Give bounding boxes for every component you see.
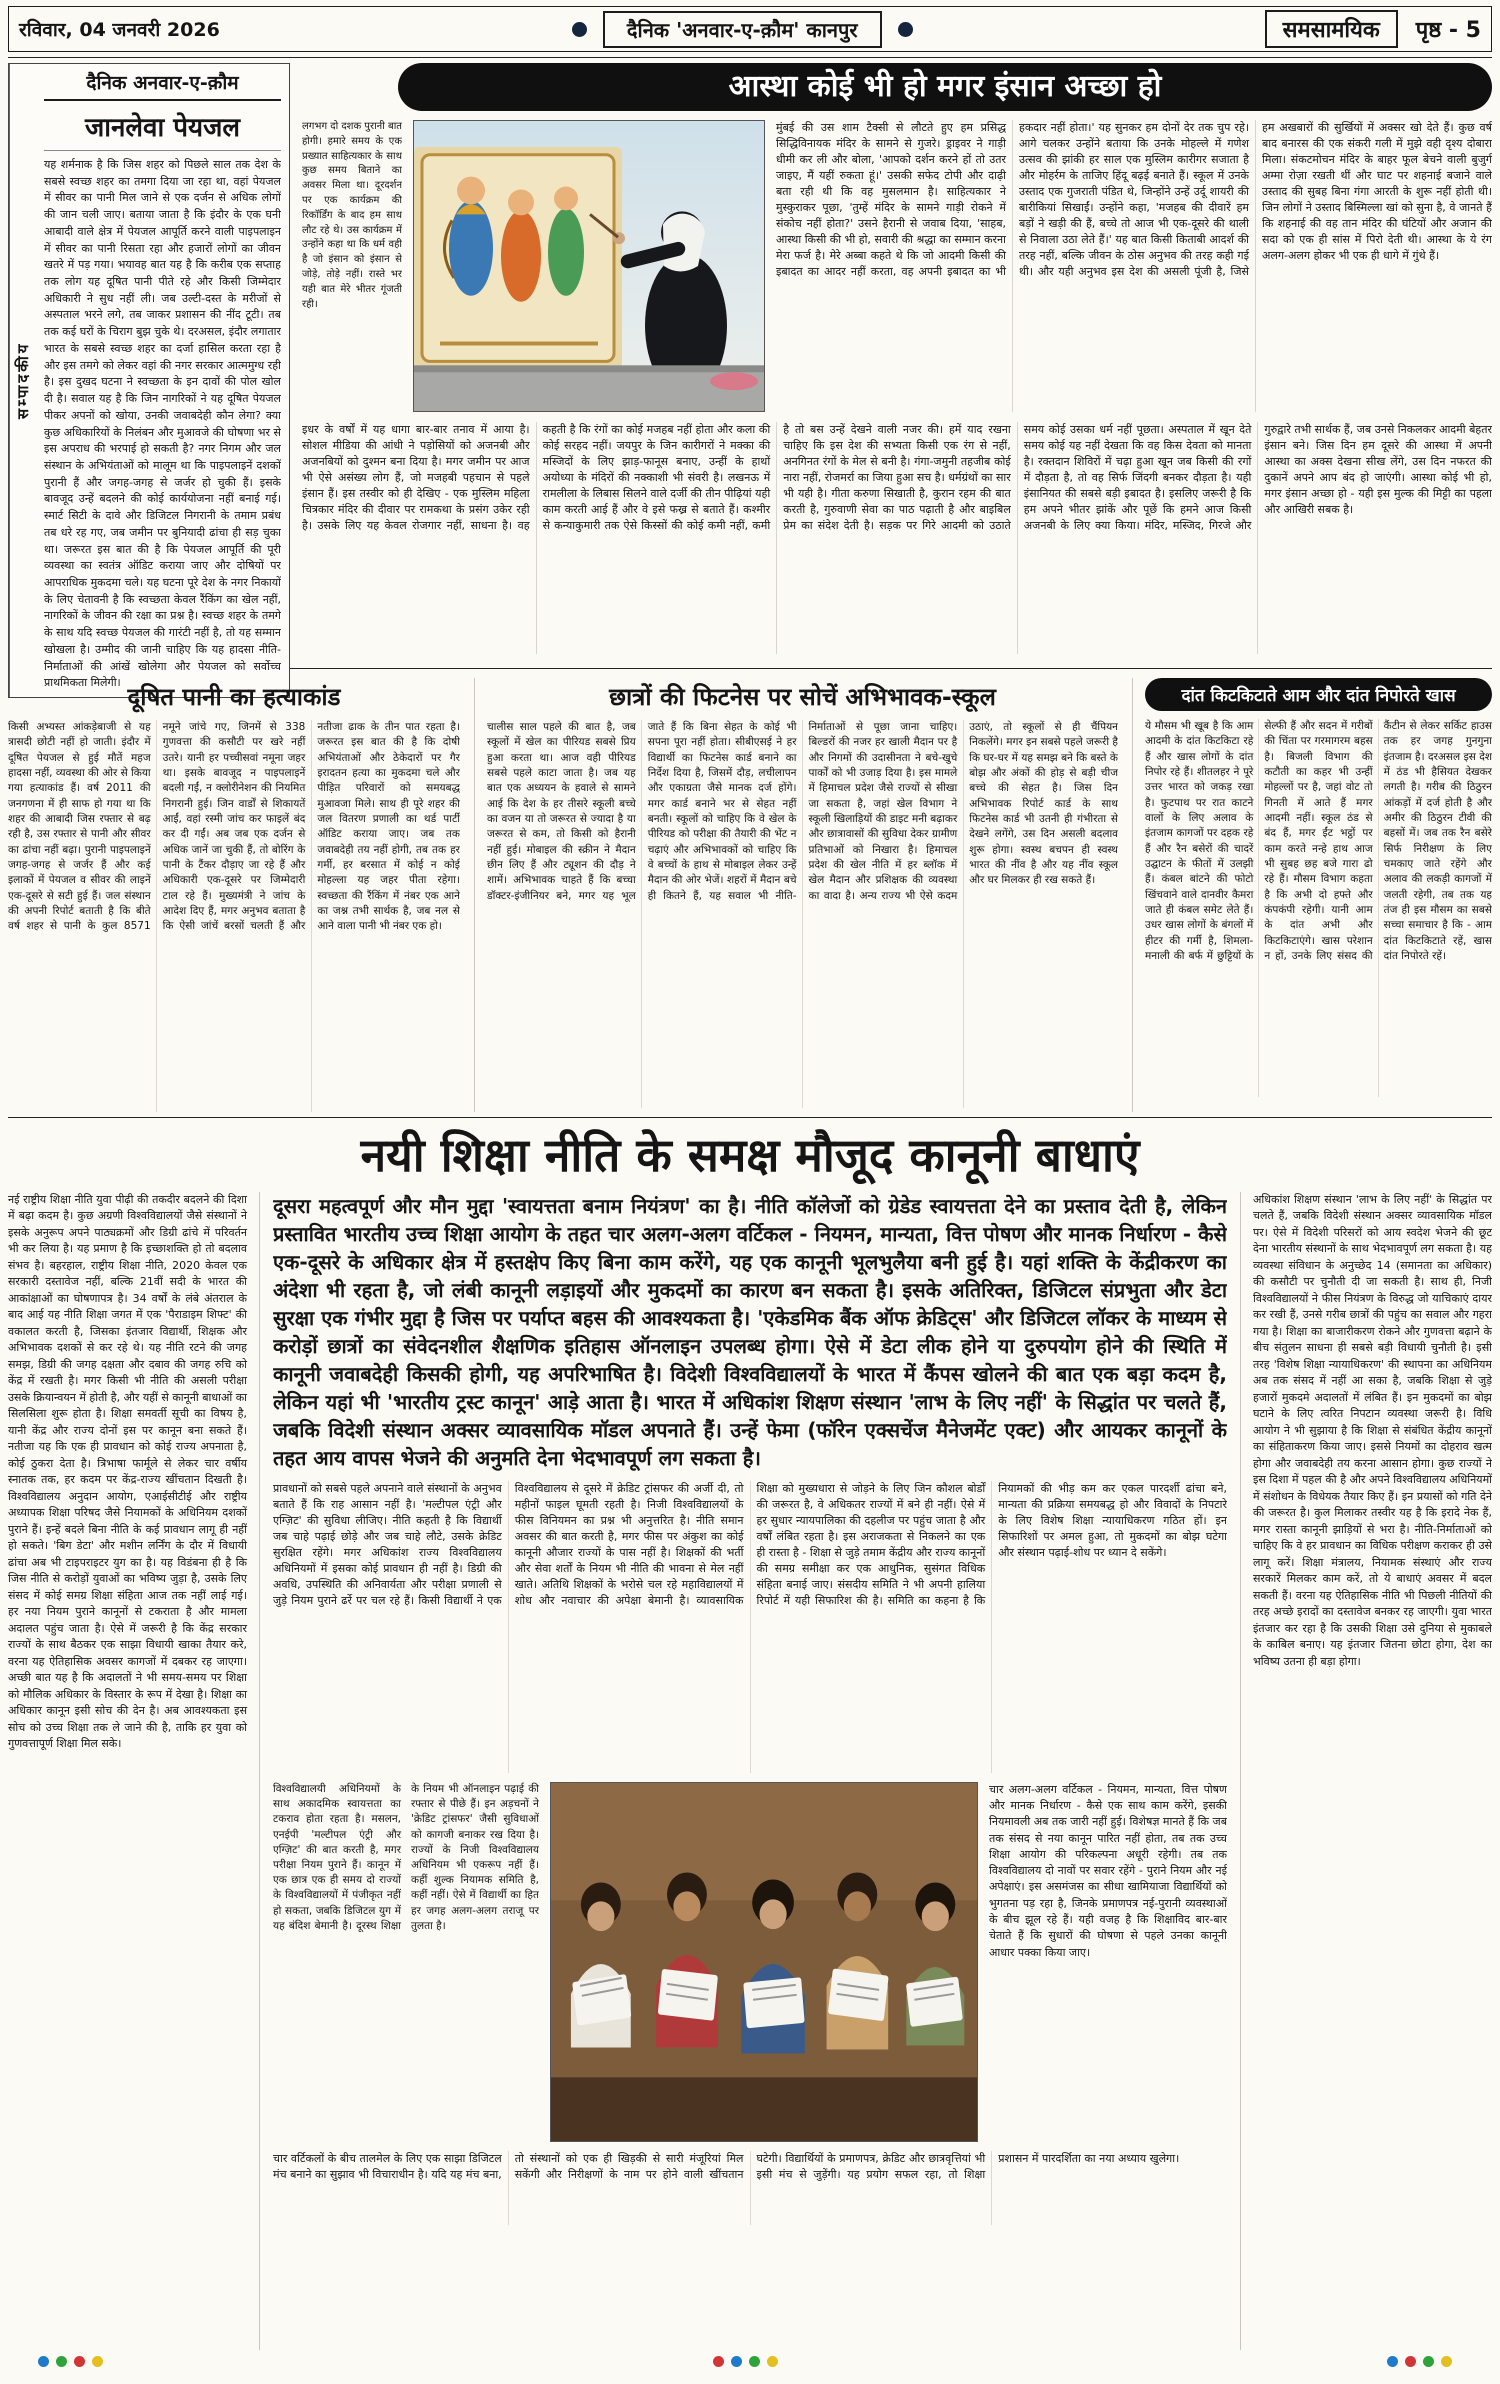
- registration-dots-right: [1387, 2356, 1452, 2367]
- top-section: [8, 63, 1492, 690]
- water-body: किसी अभ्यस्त आंकड़ेबाजी से यह त्रासदी छोटी नहीं हो जाती। इंदौर में दूषित पेयजल से हुई मौतें महज हादसा नहीं, व्यवस्था की ओर से किया गया हत्याकांड हैं। वर्ष 2011 की जनगणना में ही साफ हो गया था कि शहर की आबादी जिस रफ्तार से बढ़ रही है, उस रफ्तार से पानी और सीवर का ढांचा नहीं बढ़ा। पुरानी पाइपलाइनें जगह-जगह से जर्जर हैं और कई इलाकों में पेयजल व सीवर की लाइनें एक-दूसरे से सटी हुई हैं। जल संस्थान की अपनी रिपोर्ट बताती है कि बीते वर्ष शहर से पानी के कुल 8571 नमूने जांचे गए, जिनमें से 338 गुणवत्ता की कसौटी पर खरे नहीं उतरे। यानी हर पच्चीसवां नमूना जहर था। इसके बावजूद न पाइपलाइनें बदली गईं, न क्लोरीनेशन की नियमित निगरानी हुई। जिन वार्डों से शिकायतें आईं, वहां रस्मी जांच कर फाइलें बंद कर दी गईं। अब जब एक दर्जन से अधिक जानें जा चुकी हैं, तो बोरिंग के पानी के टैंकर दौड़ाए जा रहे हैं और अधिकारी एक-दूसरे पर जिम्मेदारी टाल रहे हैं। मुख्यमंत्री ने जांच के आदेश दिए हैं, मगर अनुभव बताता है कि ऐसी जांचें बरसों चलती हैं और नतीजा ढाक के तीन पात रहता है। जरूरत इस बात की है कि दोषी अभियंताओं और ठेकेदारों पर गैर इरादतन हत्या का मुकदमा चले और पीड़ित परिवारों को समयबद्ध मुआवजा मिले। साथ ही पूरे शहर की जल वितरण प्रणाली का थर्ड पार्टी ऑडिट कराया जाए। जब तक जवाबदेही तय नहीं होगी, तब तक हर गर्मी, हर बरसात में कोई न कोई मोहल्ला यह जहर पीता रहेगा। स्वच्छता की रैंकिंग में नंबर एक आने का जश्न तभी सार्थक है, जब नल से आने वाला पानी भी नंबर एक हो।: [8, 721, 460, 933]
- education-headline: नयी शिक्षा नीति के समक्ष मौजूद कानूनी बाधाएं: [360, 1128, 1140, 1182]
- bullet-icon: [572, 22, 587, 37]
- education-mid-columns: प्रावधानों को सबसे पहले अपनाने वाले संस्थानों के अनुभव बताते हैं कि राह आसान नहीं है। 'मल्टीपल एंट्री और एग्ज़िट' की सुविधा लीजिए। नीति कहती है कि विद्यार्थी जब चाहे पढ़ाई छोड़े और जब चाहे लौटे, उसके क्रेडिट सुरक्षित रहेंगे। मगर अधिकांश राज्य विश्वविद्यालय अधिनियमों में इसका कोई प्रावधान ही नहीं है। डिग्री की अवधि, उपस्थिति की अनिवार्यता और परीक्षा प्रणाली से जुड़े नियम पुराने ढर्रे पर चल रहे हैं। किसी विद्यार्थी ने एक विश्वविद्यालय से दूसरे में क्रेडिट ट्रांसफर की अर्जी दी, तो महीनों फाइल घूमती रहती है। निजी विश्वविद्यालयों के फीस विनियमन का प्रश्न भी अनुत्तरित है। नीति समान अवसर की बात करती है, मगर फीस पर अंकुश का कोई कानूनी औजार राज्यों के पास नहीं है। शिक्षकों की भर्ती और सेवा शर्तों के नियम भी नीति की भावना से मेल नहीं खाते। अतिथि शिक्षकों के भरोसे चल रहे महाविद्यालयों में शोध और नवाचार की अपेक्षा बेमानी है। व्यावसायिक शिक्षा को मुख्यधारा से जोड़ने के लिए जिन कौशल बोर्डों की जरूरत है, वे अधिकतर राज्यों में बने ही नहीं। ऐसे में हर सुधार न्यायपालिका की दहलीज पर पहुंच जाता है और वर्षों लंबित रहता है। इस अराजकता से निकलने का एक ही रास्ता है - शिक्षा से जुड़े तमाम केंद्रीय और राज्य कानूनों की समग्र समीक्षा कर एक आधुनिक, सुसंगत विधिक संहिता बनाई जाए। संसदीय समिति ने भी अपनी हालिया रिपोर्ट में यही सिफारिश की है। समिति का कहना है कि नियामकों की भीड़ कम कर एकल पारदर्शी ढांचा बने, मान्यता की प्रक्रिया समयबद्ध हो और विवादों के निपटारे के लिए विशेष शिक्षा न्यायाधिकरण गठित हों। इन सिफारिशों पर अमल हुआ, तो मुकदमों का बोझ घटेगा और संस्थान पढ़ाई-शोध पर ध्यान दे सकेंगे।: [273, 1481, 1227, 1608]
- page-header: [8, 6, 1492, 52]
- mural-woman-illustration: [414, 121, 764, 411]
- registration-dot: [1387, 2356, 1398, 2367]
- editorial-kicker: सम्पादकीय: [9, 64, 36, 697]
- education-center-column: [273, 1192, 1227, 2350]
- editorial-body: यह शर्मनाक है कि जिस शहर को पिछले साल तक देश के सबसे स्वच्छ शहर का तमगा दिया जा रहा था, वहां पेयजल में सीवर का पानी मिल जाने से एक दर्जन से अधिक लोगों की जान चली जाए। बताया जाता है कि इंदौर के एक घनी आबादी वाले क्षेत्र में पेयजल आपूर्ति करने वाली पाइपलाइन में सीवर का पानी रिसता रहा और हजारों लोगों का जीवन खतरे में पड़ गया। भयावह बात यह है कि करीब एक सप्ताह तक लोग यह दूषित पानी पीते रहे और किसी जिम्मेदार अधिकारी ने सुध नहीं ली। जब उल्टी-दस्त के मरीजों से अस्पताल भरने लगे, तब जाकर प्रशासन की नींद टूटी। तब तक कई घरों के चिराग बुझ चुके थे। दरअसल, इंदौर लगातार भारत के सबसे स्वच्छ शहर का दर्जा हासिल करता रहा है और इस तमगे को लेकर वहां की नगर सरकार आत्ममुग्ध रही है। इस दुखद घटना ने स्वच्छता के इन दावों की पोल खोल दी है। सवाल यह है कि जिन नागरिकों ने यह दूषित पेयजल पीकर अपनों को खोया, उनकी जवाबदेही कौन लेगा? क्या कुछ अधिकारियों के निलंबन और मुआवजे की घोषणा भर से इस अपराध की भरपाई हो सकती है? नगर निगम और जल संस्थान के अभियंताओं को मालूम था कि पाइपलाइनें दशकों पुरानी हैं और जगह-जगह से जर्जर हो चुकी हैं। इसके बावजूद उन्हें बदलने की कोई कार्ययोजना नहीं बनाई गई। स्मार्ट सिटी के दावे और डिजिटल निगरानी के तमाम प्रबंध तब धरे रह गए, जब जमीन पर बुनियादी ढांचा ही सड़ चुका था। जरूरत इस बात की है कि पेयजल आपूर्ति की पूरी व्यवस्था का स्वतंत्र ऑडिट कराया जाए और दोषियों पर आपराधिक मुकदमा चले। यह घटना पूरे देश के नगर निकायों के लिए चेतावनी है कि स्वच्छता केवल रैंकिंग का खेल नहीं, नागरिकों के जीवन की रक्षा का प्रश्न है। स्वच्छ शहर के तमगे के साथ यदि स्वच्छ पेयजल की गारंटी नहीं है, तो यह सम्मान खोखला है। उम्मीद की जानी चाहिए कि यह हादसा नीति-निर्माताओं की आंखें खोलेगा और पेयजल को सर्वोच्च प्राथमिकता मिलेगी।: [44, 158, 281, 690]
- teeth-body: ये मौसम भी खूब है कि आम आदमी के दांत किटकिटा रहे हैं और खास लोगों के दांत निपोर रहे हैं। शीतलहर ने पूरे उत्तर भारत को जकड़ रखा है। फुटपाथ पर रात काटने वालों के लिए अलाव के इंतजाम कागजों पर दहक रहे हैं और रैन बसेरों की चादरें उद्घाटन के फीतों में उलझी हैं। कंबल बांटने की फोटो खिंचवाने वाले दानवीर कैमरा जाते ही कंबल समेट लेते हैं। उधर खास लोगों के बंगलों में हीटर की गर्मी है, शिमला-मनाली की बर्फ में छुट्टियों के सेल्फी हैं और सदन में गरीबों की चिंता पर गरमागरम बहस है। बिजली विभाग की कटौती का कहर भी उन्हीं मोहल्लों पर है, जहां वोट तो गिनती में आते हैं मगर आदमी नहीं। स्कूल ठंड से बंद हैं, मगर ईंट भट्ठों पर काम करते नन्हे हाथ आज भी सुबह छह बजे गारा ढो रहे हैं। मौसम विभाग कहता है कि अभी दो हफ्ते और कंपकंपी रहेगी। यानी आम के दांत अभी और किटकिटाएंगे। खास परेशान न हों, उनके लिए संसद की कैंटीन से लेकर सर्किट हाउस तक हर जगह गुनगुना इंतजाम है। दरअसल इस देश में ठंड भी हैसियत देखकर लगती है। गरीब की ठिठुरन आंकड़ों में दर्ज होती है और अमीर की ठिठुरन टीवी की बहसों में। जब तक रैन बसेरे सिर्फ निरीक्षण के लिए चमकाए जाते रहेंगे और अलाव की लकड़ी कागजों में जलती रहेगी, तब तक यह तंज ही इस मौसम का सबसे सच्चा समाचार है कि - आम दांत किटकिटाते रहें, खास दांत निपोरते रहें।: [1145, 720, 1492, 962]
- page-number: पृष्ठ - 5: [1415, 18, 1481, 43]
- students-photo: [550, 1782, 978, 2142]
- registration-dots-left: [38, 2356, 103, 2367]
- article-teeth: [1132, 678, 1492, 1112]
- masthead-wrap: [232, 11, 1253, 48]
- education-right-column: अधिकांश शिक्षण संस्थान 'लाभ के लिए नहीं' के सिद्धांत पर चलते हैं, जबकि विदेशी संस्थान अक्सर व्यावसायिक मॉडल पर। ऐसे में विदेशी परिसरों को आय स्वदेश भेजने की छूट देना भारतीय संस्थानों के साथ भेदभावपूर्ण लग सकता है। यह व्यवस्था संविधान के अनुच्छेद 14 (समानता का अधिकार) की कसौटी पर चुनौती दी जा सकती है। साथ ही, निजी विश्वविद्यालयों ने फीस नियंत्रण के विरुद्ध जो याचिकाएं दायर कर रखी हैं, उनसे गरीब छात्रों की पहुंच का सवाल और गहरा गया है। शिक्षा का बाजारीकरण रोकने और गुणवत्ता बढ़ाने के बीच संतुलन साधना ही सबसे बड़ी विधायी चुनौती है। इसी तरह 'विशेष शिक्षा न्यायाधिकरण' की स्थापना का अधिनियम अब तक संसद में नहीं आ सका है, जबकि शिक्षा से जुड़े हजारों मुकदमे अदालतों में लंबित हैं। इन मुकदमों का बोझ घटाने के लिए त्वरित निपटान व्यवस्था जरूरी है। विधि आयोग ने भी सुझाया है कि शिक्षा से संबंधित केंद्रीय कानूनों का संहिताकरण किया जाए। इससे नियमों का दोहराव खत्म होगा और जवाबदेही तय करना आसान होगा। कुछ राज्यों ने इस दिशा में पहल की है और अपने विश्वविद्यालय अधिनियमों में संशोधन के विधेयक तैयार किए हैं। इन प्रयासों को गति देने की जरूरत है। कुल मिलाकर तस्वीर यह है कि इरादे नेक हैं, मगर रास्ता कानूनी झाड़ियों से भरा है। नीति-निर्माताओं को चाहिए कि वे हर प्रावधान का विधिक परीक्षण कराकर ही उसे लागू करें। शिक्षा मंत्रालय, नियामक संस्थाएं और राज्य सरकारें मिलकर काम करें, तो ये बाधाएं अवसर में बदल सकती हैं। वरना यह ऐतिहासिक नीति भी पिछली नीतियों की तरह अच्छे इरादों का दस्तावेज बनकर रह जाएगी। युवा भारत इंतजार कर रहा है कि उसकी शिक्षा उसे दुनिया से मुकाबले के काबिल बनाए। यह इंतजार जितना छोटा होगा, देश का भविष्य उतना ही बड़ा होगा।: [1240, 1192, 1492, 2350]
- faith-headline: आस्था कोई भी हो मगर इंसान अच्छा हो: [398, 63, 1492, 111]
- education-left-column: नई राष्ट्रीय शिक्षा नीति युवा पीढ़ी की तकदीर बदलने की दिशा में बढ़ा कदम है। कुछ अग्रणी विश्वविद्यालयों जैसे संस्थानों ने इसके अनुरूप अपने पाठ्यक्रमों और डिग्री ढांचे में परिवर्तन भी कर लिया है। यह प्रमाण है कि इच्छाशक्ति हो तो बदलाव संभव है। बहरहाल, राष्ट्रीय शिक्षा नीति, 2020 केवल एक सरकारी दस्तावेज नहीं, बल्कि 21वीं सदी के भारत की आकांक्षाओं का घोषणापत्र है। 34 वर्षों के लंबे अंतराल के बाद आई यह नीति शिक्षा जगत में एक 'पैराडाइम शिफ्ट' की वकालत करती है, जिसका इंतजार विद्यार्थी, शिक्षक और अभिभावक दशकों से कर रहे थे। यह नीति रटने की जगह समझ, डिग्री की जगह दक्षता और दबाव की जगह रुचि को केंद्र में रखती है। मगर किसी भी नीति की असली परीक्षा उसके क्रियान्वयन में होती है, और यहीं से कानूनी बाधाओं का सिलसिला शुरू होता है। शिक्षा समवर्ती सूची का विषय है, यानी केंद्र और राज्य दोनों इस पर कानून बना सकते हैं। नतीजा यह कि एक ही प्रावधान को कोई राज्य अपनाता है, कोई ठुकरा देता है। त्रिभाषा फार्मूले से लेकर चार वर्षीय स्नातक तक, हर कदम पर केंद्र-राज्य खींचतान दिखती है। विश्वविद्यालय अनुदान आयोग, एआईसीटीई और राष्ट्रीय अध्यापक शिक्षा परिषद जैसे नियामकों के अधिनियम दशकों पुराने हैं। इन्हें बदले बिना नीति के कई प्रावधान लागू ही नहीं हो सकते। 'बिग डेटा' और मशीन लर्निंग के दौर में विधायी ढांचा अब भी टाइपराइटर युग का है। यह विडंबना ही है कि जिस नीति से करोड़ों युवाओं का भविष्य जुड़ा है, उसके लिए संसद में कोई समग्र शिक्षा संहिता आज तक नहीं लाई गई। हर नया नियम पुराने कानूनों से टकराता है और मामला अदालत पहुंच जाता है। ऐसे में जरूरी है कि केंद्र सरकार राज्यों के साथ बैठकर एक साझा विधायी खाका तैयार करे, वरना यह ऐतिहासिक अवसर कागजों में दबकर रह जाएगा। अच्छी बात यह है कि अदालतों ने भी समय-समय पर शिक्षा को मौलिक अधिकार के विस्तार के रूप में देखा है। शिक्षा का अधिकार कानून इसी सोच की देन है। अब आवश्यकता इस सोच को उच्च शिक्षा तक ले जाने की है, ताकि हर युवा को गुणवत्तापूर्ण शिक्षा मिल सके।: [8, 1192, 260, 2350]
- faith-bottom-columns: इधर के वर्षों में यह धागा बार-बार तनाव में आया है। सोशल मीडिया की आंधी ने पड़ोसियों को अजनबी और अजनबियों को दुश्मन बना दिया है। मगर जमीन पर आज भी ऐसे असंख्य लोग हैं, जो मजहबी पहचान से पहले इंसान हैं। इस तस्वीर को ही देखिए - एक मुस्लिम महिला चित्रकार मंदिर की दीवार पर रामकथा के प्रसंग उकेर रही है। उसके लिए यह केवल रोजगार नहीं, साधना है। वह कहती है कि रंगों का कोई मजहब नहीं होता और कला की कोई सरहद नहीं। जयपुर के जिन कारीगरों ने मक्का की मस्जिदों के लिए झाड़-फानूस बनाए, उन्हीं के हाथों अयोध्या के मंदिरों की नक्काशी भी संवरी है। लखनऊ में रामलीला के लिबास सिलने वाले दर्जी की तीन पीढ़ियां यही काम करती आई हैं और वे इसे फख्र से बताते हैं। कश्मीर से कन्याकुमारी तक ऐसे किस्सों की कोई कमी नहीं, कमी है तो बस उन्हें देखने वाली नजर की। हमें याद रखना चाहिए कि इस देश की सभ्यता किसी एक रंग से नहीं, अनगिनत रंगों के मेल से बनी है। गंगा-जमुनी तहजीब कोई नारा नहीं, रोजमर्रा का जिया हुआ सच है। धर्मग्रंथों का सार भी यही है। गीता करुणा सिखाती है, कुरान रहम की बात करती है, गुरुवाणी सेवा का पाठ पढ़ाती है और बाइबिल प्रेम का संदेश देती है। सड़क पर गिरे आदमी को उठाते समय कोई उसका धर्म नहीं पूछता। अस्पताल में खून देते समय कोई यह नहीं देखता कि वह किस देवता को मानता है। रक्तदान शिविरों में चढ़ा हुआ खून जब किसी की रगों में दौड़ता है, तो वह सिर्फ जिंदगी बनकर दौड़ता है। यही इंसानियत की सबसे बड़ी इबादत है। इसलिए जरूरी है कि हम अपने भीतर झांकें और पूछें कि हमने आज किसी अजनबी के लिए क्या किया। मंदिर, मस्जिद, गिरजे और गुरुद्वारे तभी सार्थक हैं, जब उनसे निकलकर आदमी बेहतर इंसान बने। जिस दिन हम दूसरे की आस्था में अपनी आस्था का अक्स देखना सीख लेंगे, उस दिन नफरत की दुकानें अपने आप बंद हो जाएंगी। आस्था कोई भी हो, मगर इंसान अच्छा हो - यही इस मुल्क की मिट्टी का पहला और आखिरी सबक है।: [302, 423, 1492, 533]
- registration-dot: [749, 2356, 760, 2367]
- registration-dot: [713, 2356, 724, 2367]
- faith-headline-row: [302, 63, 1492, 111]
- faith-photo: [413, 120, 765, 412]
- registration-dot: [56, 2356, 67, 2367]
- registration-dot: [767, 2356, 778, 2367]
- registration-dot: [1423, 2356, 1434, 2367]
- education-body-grid: [8, 1192, 1492, 2350]
- date-label: रविवार, 04 जनवरी 2026: [19, 19, 220, 41]
- faith-headline-spacer: [302, 63, 398, 111]
- print-registration-marks: [8, 2350, 1492, 2367]
- section-rule: [8, 1117, 1492, 1118]
- fitness-body: चालीस साल पहले की बात है, जब स्कूलों में खेल का पीरियड सबसे प्रिय हुआ करता था। आज वही पीरियड सबसे पहले काटा जाता है। जब यह बात एक अध्ययन के हवाले से सामने आई कि देश के हर तीसरे स्कूली बच्चे का वजन या तो जरूरत से ज्यादा है या जरूरत से कम, तो किसी को हैरानी नहीं हुई। मोबाइल की स्क्रीन ने मैदान छीन लिए हैं और ट्यूशन की दौड़ ने शामें। अभिभावक चाहते हैं कि बच्चा डॉक्टर-इंजीनियर बने, मगर यह भूल जाते हैं कि बिना सेहत के कोई भी सपना पूरा नहीं होता। सीबीएसई ने हर विद्यार्थी का फिटनेस कार्ड बनाने का निर्देश दिया है, जिसमें दौड़, लचीलापन और एकाग्रता जैसे मानक दर्ज होंगे। मगर कार्ड बनाने भर से सेहत नहीं बनती। स्कूलों को चाहिए कि वे खेल के पीरियड को परीक्षा की तैयारी की भेंट न चढ़ाएं और अभिभावकों को चाहिए कि वे बच्चों के हाथ से मोबाइल लेकर उन्हें मैदान की ओर भेजें। शहरों में मैदान बचे ही कितने हैं, यह सवाल भी नीति-निर्माताओं से पूछा जाना चाहिए। बिल्डरों की नजर हर खाली मैदान पर है और निगमों की उदासीनता ने बचे-खुचे पार्कों को भी उजाड़ दिया है। इस मामले में हिमाचल प्रदेश जैसे राज्यों से सीखा जा सकता है, जहां खेल विभाग ने स्कूली खिलाड़ियों की डाइट मनी बढ़ाकर और छात्रावासों की सुविधा देकर ग्रामीण प्रतिभाओं को निखारा है। हिमाचल प्रदेश की खेल नीति में हर ब्लॉक में खेल मैदान और प्रशिक्षक की व्यवस्था का वादा है। अन्य राज्य भी ऐसे कदम उठाएं, तो स्कूलों से ही चैंपियन निकलेंगे। मगर इन सबसे पहले जरूरी है कि घर-घर में यह समझ बने कि बस्ते के बोझ और अंकों की होड़ से बड़ी चीज बच्चे की सेहत है। जिस दिन अभिभावक रिपोर्ट कार्ड के साथ फिटनेस कार्ड भी उतनी ही गंभीरता से देखने लगेंगे, उस दिन असली बदलाव शुरू होगा। स्वस्थ बचपन ही स्वस्थ भारत की नींव है और यह नींव स्कूल और घर मिलकर ही रख सकते हैं।: [487, 721, 1118, 902]
- article-faith: [302, 63, 1492, 698]
- article-fitness: [474, 678, 1118, 1112]
- education-photo-right-text: चार अलग-अलग वर्टिकल - नियमन, मान्यता, वित्त पोषण और मानक निर्धारण - कैसे एक साथ काम करेंगे, इसकी नियमावली अब तक जारी नहीं हुई। विशेषज्ञ मानते हैं कि जब तक संसद से नया कानून पारित नहीं होता, तब तक उच्च शिक्षा आयोग की परिकल्पना अधूरी रहेगी। तब तक विश्वविद्यालय दो नावों पर सवार रहेंगे - पुराने नियम और नई अपेक्षाएं। इस असमंजस का सीधा खामियाजा विद्यार्थियों को भुगतना पड़ रहा है, जिनके प्रमाणपत्र नई-पुरानी व्यवस्थाओं के बीच झूल रहे हैं। यही वजह है कि शिक्षाविद बार-बार चेताते हैं कि सुधारों की घोषणा से पहले उनका कानूनी आधार पक्का किया जाए।: [989, 1782, 1227, 1959]
- middle-section: [8, 674, 1492, 1112]
- registration-dot: [38, 2356, 49, 2367]
- article-water: [8, 678, 460, 1112]
- faith-left-column: लगभग दो दशक पुरानी बात होगी। हमारे समय के एक प्रख्यात साहित्यकार के साथ कुछ समय बिताने का अवसर मिला था। दूरदर्शन पर एक कार्यक्रम की रिकॉर्डिंग के बाद हम साथ लौट रहे थे। उस कार्यक्रम में उन्होंने कहा था कि धर्म वही है जो इंसान को इंसान से जोड़े, तोड़े नहीं। रास्ते भर यही बात मेरे भीतर गूंजती रही।: [302, 121, 402, 310]
- teeth-headline: दांत किटकिटाते आम और दांत निपोरते खास: [1145, 678, 1492, 711]
- faith-right-columns: मुंबई की उस शाम टैक्सी से लौटते हुए हम प्रसिद्ध सिद्धिविनायक मंदिर के सामने से गुजरे। ड्राइवर ने गाड़ी धीमी कर ली और बोला, 'आपको दर्शन करने हों तो उतर जाइए, मैं यहीं रुकता हूं।' उसकी सफेद टोपी और दाढ़ी बता रही थी कि वह मुसलमान है। साहित्यकार ने मुस्कुराकर पूछा, 'तुम्हें मंदिर के सामने गाड़ी रोकने में संकोच नहीं होता?' उसने हैरानी से जवाब दिया, 'साहब, आस्था किसी की भी हो, सवारी की श्रद्धा का सम्मान करना मेरा फर्ज है। मेरे अब्बा कहते थे कि जो आदमी किसी की इबादत का आदर नहीं करता, वह अपनी इबादत का भी हकदार नहीं होता।' यह सुनकर हम दोनों देर तक चुप रहे। आगे चलकर उन्होंने बताया कि उनके मोहल्ले में गणेश उत्सव की झांकी हर साल एक मुस्लिम कारीगर सजाता है और मोहर्रम के ताजिए हिंदू बढ़ई बनाते हैं। स्कूल में उनके उस्ताद एक गुजराती पंडित थे, जिन्होंने उन्हें उर्दू शायरी की बारीकियां सिखाईं। उन्होंने कहा, 'मजहब की दीवारें हम बड़ों ने खड़ी की हैं, बच्चे तो आज भी एक-दूसरे की थाली से निवाला उठा लेते हैं।' यह बात किसी किताबी आदर्श की तरह नहीं, बल्कि जीवन के ठोस अनुभव की तरह कही गई थी। और यही अनुभव इस देश की असली पूंजी है, जिसे हम अखबारों की सुर्खियों में अक्सर खो देते हैं। कुछ वर्ष बाद बनारस की एक संकरी गली में मुझे वही दृश्य दोबारा मिला। संकटमोचन मंदिर के बाहर फूल बेचने वाली बुजुर्ग अम्मा रोज़ा रखती थीं और घाट पर शहनाई बजाने वाले उस्ताद की सुबह बिना गंगा आरती के शुरू नहीं होती थी। जिन लोगों ने उस्ताद बिस्मिल्ला खां को सुना है, वे जानते हैं कि शहनाई की वह तान मंदिर की घंटियों और अजान की सदा को एक ही सांस में पिरो देती थी। आस्था के ये रंग अलग-अलग होकर भी एक ही धागे में गुंथे हैं।: [776, 121, 1492, 279]
- fitness-headline: छात्रों की फिटनेस पर सोचें अभिभावक-स्कूल: [609, 683, 996, 711]
- masthead-title: दैनिक 'अनवार-ए-क़ौम' कानपुर: [603, 11, 882, 48]
- water-headline: दूषित पानी का हत्याकांड: [127, 683, 341, 711]
- article-education: [8, 1123, 1492, 2350]
- bullet-icon: [898, 22, 913, 37]
- registration-dot: [1441, 2356, 1452, 2367]
- registration-dots-center: [713, 2356, 778, 2367]
- section-label: समसामयिक: [1265, 10, 1398, 48]
- registration-dot: [1405, 2356, 1416, 2367]
- editorial-headline: जानलेवा पेयजल: [44, 101, 281, 151]
- education-photo-row: [273, 1782, 1227, 2142]
- editorial-main: [36, 64, 289, 697]
- editorial-masthead: दैनिक अनवार-ए-क़ौम: [44, 69, 281, 101]
- faith-top-block: [302, 120, 1492, 412]
- education-photo-left-text: विश्वविद्यालयी अधिनियमों के साथ अकादमिक स्वायत्तता का टकराव होता रहता है। मसलन, एनईपी 'मल्टीपल एंट्री और एग्ज़िट' की बात करती है, मगर परीक्षा नियम पुराने हैं। कानून में एक छात्र एक ही समय दो राज्यों के विश्वविद्यालयों में पंजीकृत नहीं हो सकता, जबकि डिजिटल युग में यह बंदिश बेमानी है। दूरस्थ शिक्षा के नियम भी ऑनलाइन पढ़ाई की रफ्तार से पीछे हैं। इन अड़चनों ने 'क्रेडिट ट्रांसफर' जैसी सुविधाओं को कागजी बनाकर रख दिया है। राज्यों के निजी विश्वविद्यालय अधिनियम भी एकरूप नहीं हैं। कहीं शुल्क नियामक समिति है, कहीं नहीं। ऐसे में विद्यार्थी का हित हर जगह अलग-अलग तराजू पर तुलता है।: [273, 1782, 539, 1932]
- article-editorial: [8, 63, 290, 698]
- education-below-photo-text: चार वर्टिकलों के बीच तालमेल के लिए एक साझा डिजिटल मंच बनाने का सुझाव भी विचाराधीन है। यदि यह मंच बना, तो संस्थानों को एक ही खिड़की से सारी मंजूरियां मिल सकेंगी और निरीक्षणों के नाम पर होने वाली खींचतान घटेगी। विद्यार्थियों के प्रमाणपत्र, क्रेडिट और छात्रवृत्तियां भी इसी मंच से जुड़ेंगी। यह प्रयोग सफल रहा, तो शिक्षा प्रशासन में पारदर्शिता का नया अध्याय खुलेगा।: [273, 2151, 1180, 2181]
- education-bold-intro: दूसरा महत्वपूर्ण और मौन मुद्दा 'स्वायत्तता बनाम नियंत्रण' का है। नीति कॉलेजों को ग्रेडेड स्वायत्तता देने का प्रस्ताव देती है, लेकिन प्रस्तावित भारतीय उच्च शिक्षा आयोग के तहत चार अलग-अलग वर्टिकल - नियमन, मान्यता, वित्त पोषण और मानक निर्धारण - कैसे एक-दूसरे के अधिकार क्षेत्र में हस्तक्षेप किए बिना काम करेंगे, यह एक कानूनी भूलभुलैया बनी हुई है। यहां शक्ति के केंद्रीकरण का अंदेशा भी रहता है, जो लंबी कानूनी लड़ाइयों और मुकदमों का कारण बन सकता है। इसके अतिरिक्त, डिजिटल संप्रभुता और डेटा सुरक्षा एक गंभीर मुद्दा है जिस पर पर्याप्त बहस की आवश्यकता है। 'एकेडमिक बैंक ऑफ क्रेडिट्स' और डिजिटल लॉकर के माध्यम से करोड़ों छात्रों का संवेदनशील शैक्षणिक इतिहास ऑनलाइन उपलब्ध होगा। ऐसे में डेटा लीक होने या दुरुपयोग होने की स्थिति में कानूनी जवाबदेही किसकी होगी, यह अपरिभाषित है। विदेशी विश्वविद्यालयों के भारत में कैंपस खोलने की बात एक बड़ा कदम है, लेकिन यहां भी 'भारतीय ट्रस्ट कानून' आड़े आता है। भारत में अधिकांश शिक्षण संस्थान 'लाभ के लिए नहीं' के सिद्धांत पर चलते हैं, जबकि विदेशी संस्थान अक्सर व्यावसायिक मॉडल अपनाते हैं। उन्हें फेमा (फॉरेन एक्सचेंज मैनेजमेंट एक्ट) और आयकर कानूनों के तहत आय वापस भेजने की अनुमति देना भेदभावपूर्ण लग सकता है।: [273, 1193, 1227, 1470]
- header-rule: [8, 57, 1492, 58]
- registration-dot: [92, 2356, 103, 2367]
- registration-dot: [731, 2356, 742, 2367]
- registration-dot: [74, 2356, 85, 2367]
- students-reading-illustration: [551, 1783, 977, 2141]
